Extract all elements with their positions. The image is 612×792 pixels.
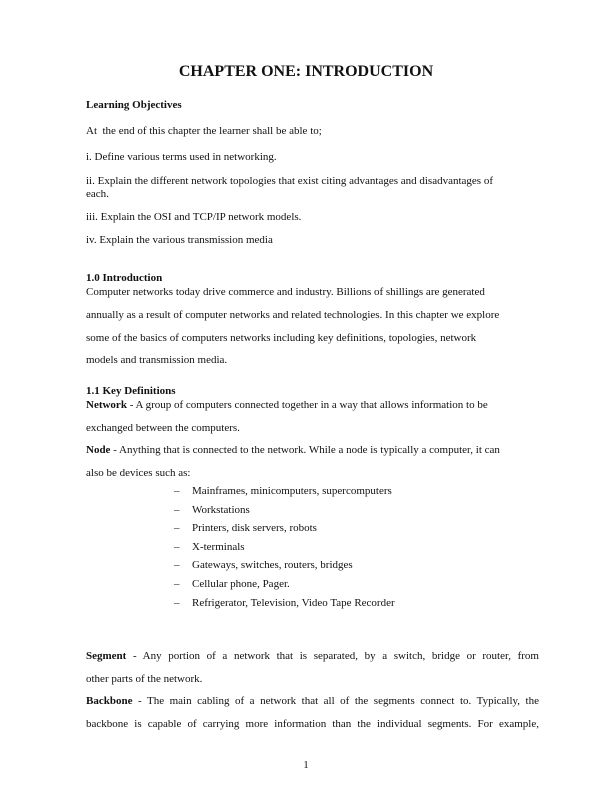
network-definition-text: - A group of computers connected together in a way that allows information to be	[126, 399, 488, 411]
introduction-line: annually as a result of computer networks and related technologies. In this chapter we explore	[86, 309, 500, 321]
backbone-definition	[86, 694, 539, 708]
segment-definition-text: - Any portion of a network that is separated, by a switch, bridge or router, from	[126, 650, 539, 662]
list-bullet-dash: –	[174, 578, 180, 590]
objective-item: iv. Explain the various transmission media	[86, 234, 273, 246]
backbone-definition-continued: backbone is capable of carrying more information than the individual segments. For example,	[86, 718, 539, 730]
chapter-title: CHAPTER ONE: INTRODUCTION	[178, 63, 434, 80]
device-list-item: Cellular phone, Pager.	[192, 578, 290, 590]
objectives-intro: At the end of this chapter the learner shall be able to;	[86, 125, 322, 137]
list-bullet-dash: –	[174, 540, 180, 553]
list-bullet-dash: –	[174, 596, 180, 609]
introduction-heading: 1.0 Introduction	[86, 272, 163, 284]
segment-definition	[86, 649, 539, 663]
list-bullet-dash: –	[174, 522, 180, 535]
network-definition	[86, 398, 488, 412]
page-number: 1	[303, 759, 309, 771]
list-bullet-dash: –	[174, 503, 180, 516]
network-term: Network	[86, 399, 127, 411]
list-bullet-dash: –	[174, 559, 180, 572]
device-list-item: Workstations	[192, 503, 250, 516]
device-list-item: Refrigerator, Television, Video Tape Recorder	[192, 596, 395, 609]
node-definition	[86, 443, 500, 457]
node-definition-text: - Anything that is connected to the network. While a node is typically a computer, it can	[110, 444, 500, 456]
introduction-line: models and transmission media.	[86, 354, 228, 366]
objective-item: iii. Explain the OSI and TCP/IP network models.	[86, 211, 302, 223]
segment-definition-continued: other parts of the network.	[86, 673, 203, 685]
objective-item-continued: each.	[86, 188, 109, 200]
introduction-line: Computer networks today drive commerce and industry. Billions of shillings are generated	[86, 286, 485, 298]
list-bullet-dash: –	[174, 485, 180, 497]
node-term: Node	[86, 444, 111, 456]
device-list-item: Gateways, switches, routers, bridges	[192, 559, 353, 572]
definitions-heading: 1.1 Key Definitions	[86, 385, 176, 397]
objective-item: ii. Explain the different network topologies that exist citing advantages and disadvantages of	[86, 175, 493, 187]
backbone-definition-text: - The main cabling of a network that all of the segments connect to. Typically, the	[132, 695, 539, 707]
device-list-item: Mainframes, minicomputers, supercomputers	[192, 485, 392, 497]
backbone-term: Backbone	[86, 695, 133, 707]
objectives-heading: Learning Objectives	[86, 99, 182, 111]
device-list-item: X-terminals	[192, 540, 245, 553]
segment-term: Segment	[86, 650, 127, 662]
device-list-item: Printers, disk servers, robots	[192, 522, 317, 535]
network-definition-continued: exchanged between the computers.	[86, 422, 240, 434]
node-definition-continued: also be devices such as:	[86, 467, 191, 479]
objective-item: i. Define various terms used in networking.	[86, 151, 277, 163]
introduction-line: some of the basics of computers networks including key definitions, topologies, network	[86, 332, 477, 344]
